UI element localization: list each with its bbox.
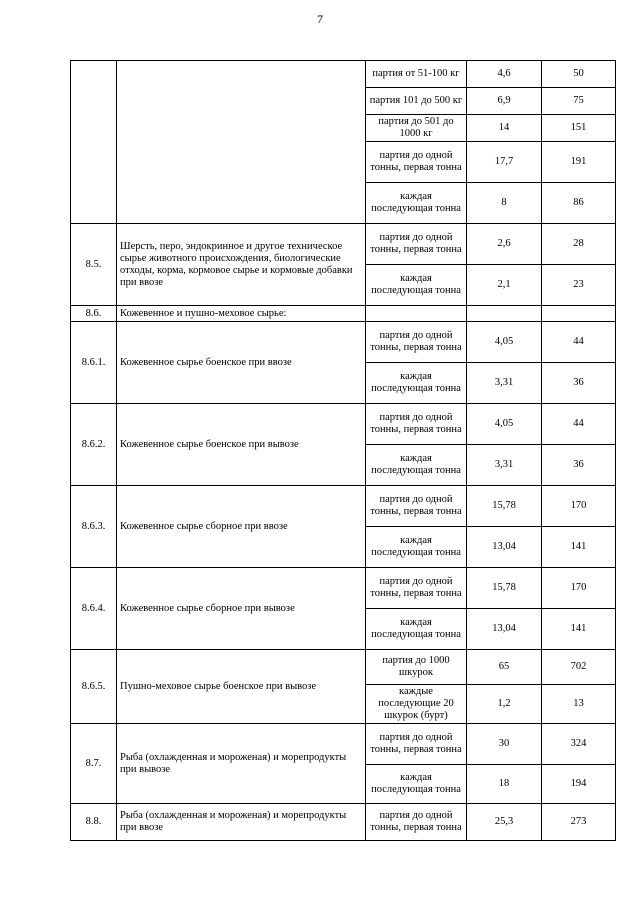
item-number-cell: 8.8. [71,804,117,841]
value-cell: 25,3 [467,804,542,841]
value-cell: 4,6 [467,61,542,88]
value-cell: 17,7 [467,142,542,183]
item-number-cell: 8.6.3. [71,486,117,568]
item-name-cell: Рыба (охлажденная и мороженая) и морепродукты при вывозе [117,724,366,804]
item-number-cell: 8.6.2. [71,404,117,486]
item-number-cell: 8.6. [71,306,117,322]
table-row [71,568,616,609]
amount-cell: 44 [542,404,616,445]
amount-cell: 702 [542,650,616,685]
unit-cell: каждая последующая тонна [366,265,467,306]
item-name-cell: Кожевенное и пушно-меховое сырье: [117,306,366,322]
item-number-cell: 8.6.1. [71,322,117,404]
unit-cell: каждая последующая тонна [366,445,467,486]
value-cell: 14 [467,115,542,142]
amount-cell: 36 [542,445,616,486]
amount-cell: 86 [542,183,616,224]
item-name-cell: Шерсть, перо, эндокринное и другое техническое сырье животного происхождения, биологические отходы, корма, кормовое сырье и кормовые добавки при ввозе [117,224,366,306]
amount-cell: 170 [542,486,616,527]
amount-cell: 23 [542,265,616,306]
unit-cell: каждая последующая тонна [366,765,467,804]
value-cell: 3,31 [467,363,542,404]
unit-cell: партия от 51-100 кг [366,61,467,88]
value-cell: 4,05 [467,404,542,445]
unit-cell: каждая последующая тонна [366,183,467,224]
table-row [71,724,616,765]
item-number-cell: 8.6.4. [71,568,117,650]
amount-cell [542,306,616,322]
unit-cell: партия до одной тонны, первая тонна [366,224,467,265]
table-row [71,322,616,363]
item-number-cell: 8.7. [71,724,117,804]
amount-cell: 13 [542,685,616,724]
table-row [71,650,616,685]
unit-cell: партия до одной тонны, первая тонна [366,724,467,765]
value-cell [467,306,542,322]
value-cell: 15,78 [467,486,542,527]
tariff-table-body [71,61,616,841]
item-name-cell: Кожевенное сырье сборное при вывозе [117,568,366,650]
unit-cell: каждая последующая тонна [366,363,467,404]
table-row [71,306,616,322]
amount-cell: 191 [542,142,616,183]
amount-cell: 75 [542,88,616,115]
value-cell: 3,31 [467,445,542,486]
unit-cell: каждая последующая тонна [366,527,467,568]
value-cell: 13,04 [467,527,542,568]
amount-cell: 141 [542,527,616,568]
unit-cell: партия до одной тонны, первая тонна [366,486,467,527]
item-name-cell: Кожевенное сырье боенское при ввозе [117,322,366,404]
unit-cell: партия до одной тонны, первая тонна [366,404,467,445]
amount-cell: 44 [542,322,616,363]
unit-cell: каждые последующие 20 шкурок (бурт) [366,685,467,724]
amount-cell: 170 [542,568,616,609]
table-row [71,486,616,527]
unit-cell: партия 101 до 500 кг [366,88,467,115]
amount-cell: 28 [542,224,616,265]
value-cell: 30 [467,724,542,765]
amount-cell: 151 [542,115,616,142]
item-name-cell: Пушно-меховое сырье боенское при вывозе [117,650,366,724]
value-cell: 2,1 [467,265,542,306]
table-row [71,404,616,445]
value-cell: 2,6 [467,224,542,265]
table-row [71,804,616,841]
item-number-cell: 8.6.5. [71,650,117,724]
unit-cell [366,306,467,322]
tariff-table [70,60,616,841]
page-number: 7 [317,12,323,26]
value-cell: 15,78 [467,568,542,609]
item-name-cell: Рыба (охлажденная и мороженая) и морепродукты при ввозе [117,804,366,841]
unit-cell: партия до одной тонны, первая тонна [366,568,467,609]
unit-cell: каждая последующая тонна [366,609,467,650]
amount-cell: 36 [542,363,616,404]
value-cell: 65 [467,650,542,685]
item-name-cell: Кожевенное сырье боенское при вывозе [117,404,366,486]
value-cell: 18 [467,765,542,804]
item-number-cell [71,61,117,224]
unit-cell: партия до одной тонны, первая тонна [366,804,467,841]
value-cell: 1,2 [467,685,542,724]
value-cell: 13,04 [467,609,542,650]
value-cell: 4,05 [467,322,542,363]
item-name-cell: Кожевенное сырье сборное при ввозе [117,486,366,568]
item-name-cell [117,61,366,224]
amount-cell: 50 [542,61,616,88]
amount-cell: 324 [542,724,616,765]
value-cell: 6,9 [467,88,542,115]
unit-cell: партия до одной тонны, первая тонна [366,142,467,183]
amount-cell: 273 [542,804,616,841]
item-number-cell: 8.5. [71,224,117,306]
value-cell: 8 [467,183,542,224]
table-row [71,224,616,265]
amount-cell: 194 [542,765,616,804]
unit-cell: партия до 1000 шкурок [366,650,467,685]
unit-cell: партия до одной тонны, первая тонна [366,322,467,363]
table-row [71,61,616,88]
amount-cell: 141 [542,609,616,650]
unit-cell: партия до 501 до 1000 кг [366,115,467,142]
